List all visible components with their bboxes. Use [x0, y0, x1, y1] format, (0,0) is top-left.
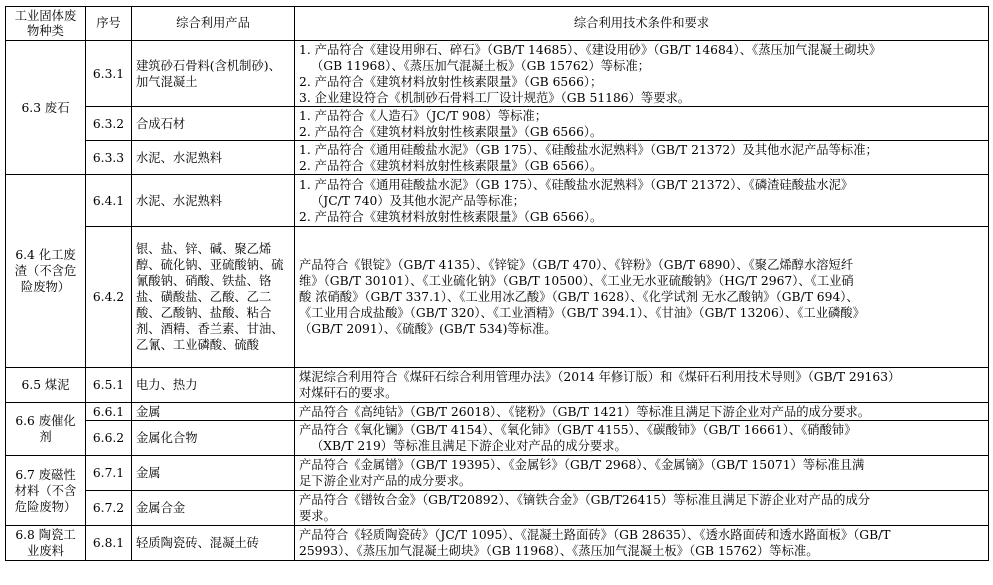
category-cell: 6.6 废催化剂 — [6, 403, 86, 456]
requirement-line: 《工业用合成盐酸》（GB/T 320）、《工业酒精》（GB/T 394.1）、《甘油》（GB/T 13206）、《工业磷酸》 — [299, 306, 865, 320]
header-requirements: 综合利用技术条件和要求 — [295, 7, 989, 41]
table-row — [6, 368, 989, 403]
requirement-line: 2. 产品符合《建筑材料放射性核素限量》（GB 6566）。 — [299, 158, 603, 173]
requirement-line: 对煤矸石的要求。 — [299, 386, 398, 400]
seq-cell: 6.4.2 — [86, 227, 132, 368]
header-row — [6, 7, 989, 41]
seq-cell: 6.3.1 — [86, 41, 132, 107]
header-product: 综合利用产品 — [132, 7, 295, 41]
requirement-line: 1. 产品符合《人造石》（JC/T 908）等标准； — [299, 108, 548, 123]
category-cell: 6.8 陶瓷工业废料 — [6, 526, 86, 561]
category-cell: 6.7 废磁性材料（不含危险废物） — [6, 456, 86, 526]
table-row — [6, 456, 989, 491]
product-cell: 建筑砂石骨料(含机制砂)、加气混凝土 — [132, 41, 295, 107]
requirement-line: （GB/T 2091）、《硫酸》(GB/T 534)等标准。 — [299, 322, 557, 336]
requirement-line: 2. 产品符合《建筑材料放射性核素限量》（GB 6566）。 — [299, 209, 603, 224]
category-cell: 6.5 煤泥 — [6, 368, 86, 403]
product-cell: 水泥、水泥熟料 — [132, 141, 295, 175]
requirement-line: 2. 产品符合《建筑材料放射性核素限量》（GB 6566）。 — [299, 124, 603, 139]
product-cell: 合成石材 — [132, 107, 295, 141]
requirement-line: 25993）、《蒸压加气混凝土砌块》（GB 11968）、《蒸压加气混凝土板》（GB 15762）等标准。 — [299, 544, 819, 558]
requirement-cell — [295, 41, 989, 107]
header-seq: 序号 — [86, 7, 132, 41]
requirement-line: 1. 产品符合《通用硅酸盐水泥》（GB 175）、《硅酸盐水泥熟料》（GB/T 21372）及其他水泥产品等标准； — [299, 142, 878, 157]
product-cell: 银、盐、锌、碱、聚乙烯醇、硫化钠、亚硫酸钠、硫氰酸钠、硝酸、铁盐、铬盐、磺酸盐、乙酸、乙二酸、乙酸钠、盐酸、粘合剂、酒精、香兰素、甘油、乙氰、工业磷酸、硫酸 — [132, 227, 295, 368]
requirement-cell — [295, 175, 989, 227]
seq-cell: 6.7.2 — [86, 491, 132, 526]
requirement-line: 要求。 — [299, 509, 336, 523]
table-row — [6, 227, 989, 368]
requirement-line: 1. 产品符合《通用硅酸盐水泥》（GB 175）、《硅酸盐水泥熟料》（GB/T 21372）、《磷渣硅酸盐水泥》 — [299, 177, 854, 192]
requirement-cell — [295, 141, 989, 175]
product-cell: 轻质陶瓷砖、混凝土砖 — [132, 526, 295, 561]
requirement-cell — [295, 368, 989, 403]
seq-cell: 6.6.2 — [86, 421, 132, 456]
requirement-line: 煤泥综合利用符合《煤矸石综合利用管理办法》（2014 年修订版）和《煤矸石利用技术导则》（GB/T 29163） — [299, 370, 901, 384]
table-row — [6, 175, 989, 227]
table-row — [6, 107, 989, 141]
seq-cell: 6.3.2 — [86, 107, 132, 141]
requirement-line: 产品符合《镨钕合金》（GB/T20892）、《镝铁合金》（GB/T26415）等标准且满足下游企业对产品的成分 — [299, 493, 871, 507]
requirement-cell — [295, 421, 989, 456]
requirement-line: 酸 浓硝酸》（GB/T 337.1）、《工业用冰乙酸》（GB/T 1628）、《化学试剂 无水乙酸钠》（GB/T 694）、 — [299, 290, 859, 304]
requirement-cell — [295, 403, 989, 421]
table-row — [6, 526, 989, 561]
requirement-cell — [295, 107, 989, 141]
requirement-cell — [295, 227, 989, 368]
category-cell: 6.3 废石 — [6, 41, 86, 175]
requirement-cell — [295, 491, 989, 526]
requirement-line: （JC/T 740）及其他水泥产品等标准； — [311, 193, 525, 208]
table-row — [6, 491, 989, 526]
product-cell: 电力、热力 — [132, 368, 295, 403]
seq-cell: 6.8.1 — [86, 526, 132, 561]
product-cell: 金属 — [132, 403, 295, 421]
product-cell: 金属 — [132, 456, 295, 491]
seq-cell: 6.5.1 — [86, 368, 132, 403]
table-row — [6, 421, 989, 456]
requirement-line: 产品符合《银锭》（GB/T 4135）、《锌锭》（GB/T 470）、《锌粉》（GB/T 6890）、《聚乙烯醇水溶短纤 — [299, 258, 854, 272]
requirement-line: 产品符合《氧化镧》（GB/T 4154）、《氧化铈》（GB/T 4155）、《碳酸铈》（GB/T 16661）、《硝酸铈》 — [299, 423, 857, 437]
seq-cell: 6.3.3 — [86, 141, 132, 175]
category-cell: 6.4 化工废渣（不含危险废物） — [6, 175, 86, 368]
product-cell: 金属化合物 — [132, 421, 295, 456]
requirement-line: 2. 产品符合《建筑材料放射性核素限量》（GB 6566）； — [299, 74, 603, 89]
table-row — [6, 41, 989, 107]
standards-table — [5, 6, 989, 561]
requirement-cell — [295, 456, 989, 491]
requirement-line: 3. 企业建设符合《机制砂石骨料工厂设计规范》（GB 51186）等要求。 — [299, 90, 691, 105]
requirement-line: 产品符合《轻质陶瓷砖》（JC/T 1095）、《混凝土路面砖》（GB 28635）、《透水路面砖和透水路面板》（GB/T — [299, 528, 891, 542]
requirement-line: （XB/T 219）等标准且满足下游企业对产品的成分要求。 — [311, 439, 627, 453]
seq-cell: 6.4.1 — [86, 175, 132, 227]
requirement-line: 1. 产品符合《建设用卵石、碎石》（GB/T 14685）、《建设用砂》（GB/T 14684）、《蒸压加气混凝土砌块》 — [299, 42, 882, 57]
product-cell: 水泥、水泥熟料 — [132, 175, 295, 227]
requirement-cell — [295, 526, 989, 561]
seq-cell: 6.7.1 — [86, 456, 132, 491]
requirement-line: 产品符合《高纯钴》（GB/T 26018）、《铑粉》（GB/T 1421）等标准且满足下游企业对产品的成分要求。 — [299, 404, 871, 419]
table-row — [6, 403, 989, 421]
header-type: 工业固体废物种类 — [6, 7, 86, 41]
requirement-line: 足下游企业对产品的成分要求。 — [299, 474, 472, 488]
seq-cell: 6.6.1 — [86, 403, 132, 421]
requirement-line: （GB 11968）、《蒸压加气混凝土板》（GB 15762）等标准； — [311, 58, 650, 73]
table-row — [6, 141, 989, 175]
requirement-line: 维》（GB/T 30101）、《工业硫化钠》（GB/T 10500）、《工业无水亚硫酸钠》（HG/T 2967）、《工业硝 — [299, 274, 854, 288]
requirement-line: 产品符合《金属镨》（GB/T 19395）、《金属钐》（GB/T 2968）、《金属镝》（GB/T 15071）等标准且满 — [299, 458, 865, 472]
product-cell: 金属合金 — [132, 491, 295, 526]
